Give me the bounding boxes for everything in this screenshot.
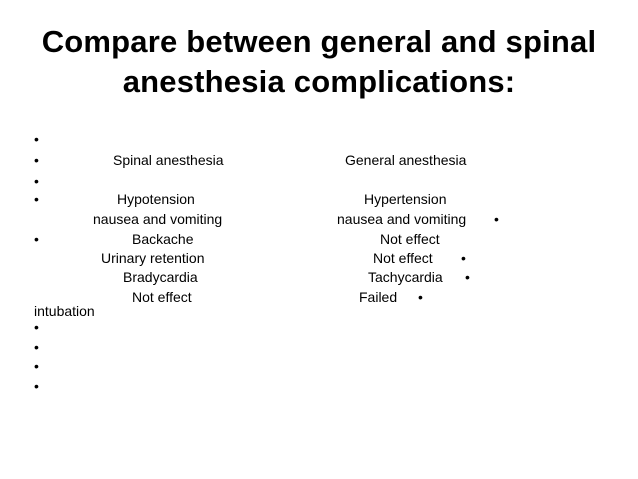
spinal-item: nausea and vomiting xyxy=(93,211,223,227)
spinal-item: Not effect xyxy=(132,289,192,305)
bullet: • xyxy=(34,131,39,147)
title-line-2: anesthesia complications: xyxy=(122,64,516,99)
spinal-header: Spinal anesthesia xyxy=(113,152,224,168)
general-item: Not effect xyxy=(373,250,433,266)
spinal-item: Urinary retention xyxy=(101,250,205,266)
spinal-item: Hypotension xyxy=(117,191,195,207)
bullet: • xyxy=(418,289,423,305)
bullet: • xyxy=(34,191,39,207)
general-item: Hypertension xyxy=(364,191,447,207)
spinal-item: Backache xyxy=(132,231,194,247)
bullet: • xyxy=(34,173,39,189)
bullet: • xyxy=(34,319,39,335)
general-item: Failed xyxy=(359,289,398,305)
bullet: • xyxy=(465,269,470,285)
general-header: General anesthesia xyxy=(345,152,467,168)
slide-title xyxy=(0,22,638,102)
title-line-1: Compare between general and spinal xyxy=(41,24,597,59)
bullet: • xyxy=(34,339,39,355)
general-item: Not effect xyxy=(380,231,440,247)
bullet: • xyxy=(34,231,39,247)
bullet: • xyxy=(34,378,39,394)
spinal-item: Bradycardia xyxy=(123,269,198,285)
general-item: nausea and vomiting xyxy=(337,211,467,227)
bullet: • xyxy=(34,152,39,168)
general-item: Tachycardia xyxy=(368,269,443,285)
bullet: • xyxy=(494,211,499,227)
bullet: • xyxy=(34,358,39,374)
bullet: • xyxy=(461,250,466,266)
wrap-text: intubation xyxy=(34,303,95,319)
